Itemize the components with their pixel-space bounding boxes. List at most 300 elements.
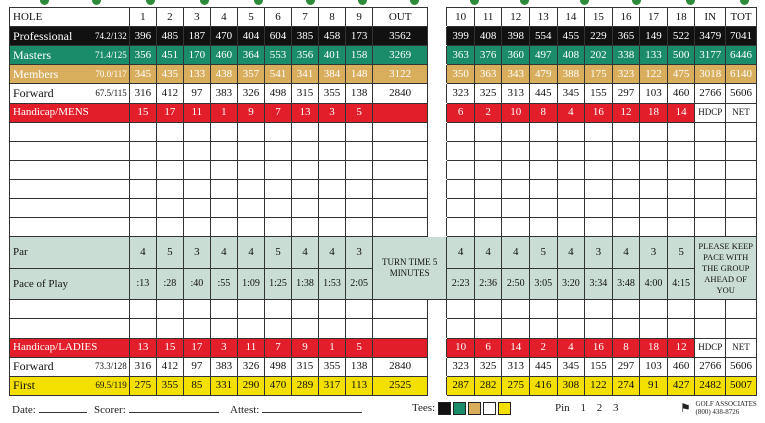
score-cell[interactable]: [264, 141, 291, 160]
score-cell[interactable]: [667, 160, 695, 179]
handicap-value: 18: [640, 103, 668, 122]
score-cell[interactable]: [585, 122, 613, 141]
score-cell[interactable]: [612, 199, 640, 218]
score-cell[interactable]: [585, 179, 613, 198]
player-name-cell[interactable]: [10, 218, 130, 237]
score-cell[interactable]: [183, 319, 210, 338]
score-cell[interactable]: [585, 160, 613, 179]
score-cell[interactable]: [726, 300, 757, 319]
pace-time: 4:15: [667, 268, 695, 299]
score-cell[interactable]: [557, 141, 585, 160]
score-cell[interactable]: [529, 300, 557, 319]
yardage: 408: [557, 46, 585, 65]
pace-time: :13: [129, 268, 156, 299]
score-cell[interactable]: [237, 122, 264, 141]
score-cell[interactable]: [667, 122, 695, 141]
score-cell[interactable]: [447, 300, 475, 319]
score-cell[interactable]: [237, 319, 264, 338]
score-cell[interactable]: [292, 199, 319, 218]
score-cell[interactable]: [183, 199, 210, 218]
score-cell[interactable]: [373, 300, 428, 319]
handicap-value: 12: [667, 338, 695, 357]
score-cell[interactable]: [264, 122, 291, 141]
par-value: 3: [346, 237, 373, 268]
score-cell[interactable]: [474, 160, 502, 179]
score-cell[interactable]: [183, 218, 210, 237]
handicap-value: 8: [612, 338, 640, 357]
score-cell[interactable]: [529, 160, 557, 179]
score-cell[interactable]: [129, 141, 156, 160]
score-cell[interactable]: [447, 141, 475, 160]
yardage: 396: [129, 27, 156, 46]
tree-decoration: [580, 0, 589, 5]
gap: [428, 357, 447, 376]
yardage: 202: [585, 46, 613, 65]
yardage: 399: [447, 27, 475, 46]
handicap-value: 2: [529, 338, 557, 357]
score-cell[interactable]: [237, 300, 264, 319]
score-cell[interactable]: [612, 160, 640, 179]
score-cell[interactable]: [726, 122, 757, 141]
score-cell[interactable]: [292, 141, 319, 160]
score-cell[interactable]: [502, 141, 530, 160]
yardage: 435: [156, 65, 183, 84]
pace-time: 3:48: [612, 268, 640, 299]
score-cell[interactable]: [474, 179, 502, 198]
score-cell[interactable]: [612, 319, 640, 338]
golf-associates-logo: [680, 400, 757, 416]
gap: [428, 376, 447, 395]
score-cell[interactable]: [264, 319, 291, 338]
score-cell[interactable]: [695, 141, 726, 160]
yardage: 85: [183, 376, 210, 395]
tee-pro-name: Professional: [13, 28, 73, 43]
score-cell[interactable]: [237, 141, 264, 160]
score-cell[interactable]: [695, 199, 726, 218]
yardage: 133: [640, 46, 668, 65]
score-cell[interactable]: [557, 218, 585, 237]
pace-time: 3:20: [557, 268, 585, 299]
player-name-cell[interactable]: [10, 179, 130, 198]
hole-number: 2: [156, 8, 183, 27]
yardage: 554: [529, 27, 557, 46]
pace-time: 1:38: [292, 268, 319, 299]
gap: [428, 84, 447, 103]
yardage: 355: [156, 376, 183, 395]
score-cell[interactable]: [292, 160, 319, 179]
player-score-row: [10, 141, 757, 160]
player-score-row: [10, 122, 757, 141]
yardage: 103: [640, 84, 668, 103]
score-cell[interactable]: [373, 179, 428, 198]
yardage: 460: [210, 46, 237, 65]
score-cell[interactable]: [210, 319, 237, 338]
yardage: 282: [474, 376, 502, 395]
hole-number: 3: [183, 8, 210, 27]
net-header: NET: [726, 103, 757, 122]
total: 6140: [726, 65, 757, 84]
score-cell[interactable]: [319, 122, 346, 141]
score-cell[interactable]: [156, 218, 183, 237]
score-cell[interactable]: [474, 319, 502, 338]
handicap-value: 17: [156, 103, 183, 122]
score-cell[interactable]: [726, 141, 757, 160]
handicap-mens-row: [10, 103, 757, 122]
score-cell[interactable]: [319, 199, 346, 218]
score-cell[interactable]: [346, 300, 373, 319]
tee-mem-rating: 70.0/117: [95, 68, 127, 79]
score-cell[interactable]: [292, 122, 319, 141]
score-cell[interactable]: [346, 319, 373, 338]
score-cell[interactable]: [373, 218, 428, 237]
score-cell[interactable]: [667, 218, 695, 237]
player-name-cell[interactable]: [10, 300, 130, 319]
score-cell[interactable]: [292, 319, 319, 338]
score-cell[interactable]: [292, 218, 319, 237]
out-blank: [373, 103, 428, 122]
score-cell[interactable]: [346, 179, 373, 198]
score-cell[interactable]: [695, 122, 726, 141]
score-cell[interactable]: [585, 319, 613, 338]
date-line: [39, 402, 87, 413]
score-cell[interactable]: [667, 179, 695, 198]
score-cell[interactable]: [726, 218, 757, 237]
score-cell[interactable]: [129, 122, 156, 141]
score-cell[interactable]: [612, 141, 640, 160]
gap: [428, 160, 447, 179]
yardage: 173: [346, 27, 373, 46]
score-cell[interactable]: [585, 199, 613, 218]
tee-row-fwd: [10, 357, 757, 376]
yardage: 287: [447, 376, 475, 395]
score-cell[interactable]: [640, 122, 668, 141]
score-cell[interactable]: [585, 300, 613, 319]
score-cell[interactable]: [156, 160, 183, 179]
score-cell[interactable]: [346, 141, 373, 160]
score-cell[interactable]: [612, 179, 640, 198]
score-cell[interactable]: [474, 122, 502, 141]
score-cell[interactable]: [264, 179, 291, 198]
score-cell[interactable]: [346, 160, 373, 179]
score-cell[interactable]: [640, 179, 668, 198]
score-cell[interactable]: [319, 319, 346, 338]
hole-number: 10: [447, 8, 475, 27]
pin-3: 3: [612, 402, 619, 414]
score-cell[interactable]: [447, 218, 475, 237]
handicap-value: 7: [264, 103, 291, 122]
tee-first-rating: 69.5/119: [95, 380, 127, 391]
tree-decoration: [740, 0, 749, 5]
score-cell[interactable]: [726, 319, 757, 338]
yardage: 275: [129, 376, 156, 395]
score-cell[interactable]: [585, 141, 613, 160]
pace-time: :40: [183, 268, 210, 299]
score-cell[interactable]: [667, 300, 695, 319]
score-cell[interactable]: [474, 218, 502, 237]
score-cell[interactable]: [474, 199, 502, 218]
hole-number: 8: [319, 8, 346, 27]
tree-decoration: [632, 0, 641, 5]
score-cell[interactable]: [502, 319, 530, 338]
score-cell[interactable]: [129, 218, 156, 237]
score-cell[interactable]: [264, 160, 291, 179]
tee-mas-rating: 71.4/125: [95, 49, 127, 60]
score-cell[interactable]: [640, 141, 668, 160]
par-value: 5: [264, 237, 291, 268]
golf-flag-icon: ⚑: [680, 400, 691, 415]
score-cell[interactable]: [585, 218, 613, 237]
tree-decoration: [520, 0, 529, 5]
score-cell[interactable]: [557, 122, 585, 141]
score-cell[interactable]: [319, 300, 346, 319]
score-cell[interactable]: [726, 160, 757, 179]
score-cell[interactable]: [695, 218, 726, 237]
yardage: 398: [502, 27, 530, 46]
score-cell[interactable]: [502, 199, 530, 218]
score-cell[interactable]: [319, 218, 346, 237]
out-total: 3122: [373, 65, 428, 84]
score-cell[interactable]: [695, 179, 726, 198]
score-cell[interactable]: [529, 319, 557, 338]
tree-decoration: [306, 0, 315, 5]
yardage: 345: [129, 65, 156, 84]
score-cell[interactable]: [726, 179, 757, 198]
tee-row-mem: [10, 65, 757, 84]
score-cell[interactable]: [373, 160, 428, 179]
score-cell[interactable]: [640, 199, 668, 218]
tee-mas-label: [10, 46, 130, 65]
score-cell[interactable]: [129, 160, 156, 179]
player-score-row: [10, 300, 757, 319]
score-cell[interactable]: [210, 122, 237, 141]
score-cell[interactable]: [156, 199, 183, 218]
score-cell[interactable]: [129, 319, 156, 338]
yardage: 500: [667, 46, 695, 65]
score-cell[interactable]: [156, 319, 183, 338]
score-cell[interactable]: [319, 141, 346, 160]
player-name-cell[interactable]: [10, 319, 130, 338]
yardage: 384: [319, 65, 346, 84]
score-cell[interactable]: [529, 141, 557, 160]
score-cell[interactable]: [264, 199, 291, 218]
score-cell[interactable]: [557, 319, 585, 338]
pace-time: 1:09: [237, 268, 264, 299]
score-cell[interactable]: [210, 300, 237, 319]
yardage: 357: [237, 65, 264, 84]
tee-fwd-label: [10, 84, 130, 103]
score-cell[interactable]: [502, 122, 530, 141]
scorecard-table: [9, 7, 757, 396]
score-cell[interactable]: [237, 179, 264, 198]
score-cell[interactable]: [183, 122, 210, 141]
score-cell[interactable]: [156, 300, 183, 319]
score-cell[interactable]: [237, 218, 264, 237]
score-cell[interactable]: [319, 179, 346, 198]
score-cell[interactable]: [346, 122, 373, 141]
player-name-cell[interactable]: [10, 160, 130, 179]
score-cell[interactable]: [237, 160, 264, 179]
hole-number: 6: [264, 8, 291, 27]
score-cell[interactable]: [346, 218, 373, 237]
pin-1: 1: [580, 402, 586, 414]
score-cell[interactable]: [129, 300, 156, 319]
out-header: OUT: [373, 8, 428, 27]
score-cell[interactable]: [667, 319, 695, 338]
handicap-value: 16: [585, 338, 613, 357]
score-cell[interactable]: [557, 160, 585, 179]
score-cell[interactable]: [557, 199, 585, 218]
hole-number: 16: [612, 8, 640, 27]
attest-field[interactable]: [230, 402, 362, 416]
score-cell[interactable]: [640, 218, 668, 237]
score-cell[interactable]: [373, 122, 428, 141]
score-cell[interactable]: [447, 122, 475, 141]
yardage: 498: [264, 84, 291, 103]
score-cell[interactable]: [557, 300, 585, 319]
pace-time: 3:34: [585, 268, 613, 299]
score-cell[interactable]: [210, 141, 237, 160]
score-cell[interactable]: [667, 199, 695, 218]
player-name-cell[interactable]: [10, 141, 130, 160]
handicap-mens-row-label: Handicap/MENS: [10, 103, 130, 122]
score-cell[interactable]: [156, 122, 183, 141]
yardage: 485: [156, 27, 183, 46]
score-cell[interactable]: [156, 179, 183, 198]
yardage: 290: [237, 376, 264, 395]
score-cell[interactable]: [210, 218, 237, 237]
yardage: 274: [612, 376, 640, 395]
tee-row-mas: [10, 46, 757, 65]
pace-time: 2:36: [474, 268, 502, 299]
score-cell[interactable]: [502, 179, 530, 198]
score-cell[interactable]: [502, 218, 530, 237]
score-cell[interactable]: [129, 179, 156, 198]
out-total: 2840: [373, 357, 428, 376]
pin-legend: [555, 402, 618, 414]
date-field[interactable]: [12, 402, 87, 416]
score-cell[interactable]: [373, 319, 428, 338]
score-cell[interactable]: [237, 199, 264, 218]
scorer-field[interactable]: [94, 402, 219, 416]
score-cell[interactable]: [210, 160, 237, 179]
tree-decoration: [686, 0, 695, 5]
yardage: 148: [346, 65, 373, 84]
score-cell[interactable]: [726, 199, 757, 218]
score-cell[interactable]: [292, 179, 319, 198]
gap: [428, 300, 447, 319]
yardage: 388: [557, 65, 585, 84]
player-score-row: [10, 160, 757, 179]
score-cell[interactable]: [474, 141, 502, 160]
score-cell[interactable]: [695, 319, 726, 338]
player-name-cell[interactable]: [10, 199, 130, 218]
tee-fwd-label: [10, 357, 130, 376]
score-cell[interactable]: [373, 141, 428, 160]
par-value: 4: [447, 237, 475, 268]
yardage: 360: [502, 46, 530, 65]
score-cell[interactable]: [529, 218, 557, 237]
logo-line2: (800) 438-8726: [695, 408, 740, 416]
score-cell[interactable]: [210, 199, 237, 218]
score-cell[interactable]: [373, 199, 428, 218]
score-cell[interactable]: [667, 141, 695, 160]
score-cell[interactable]: [183, 179, 210, 198]
score-cell[interactable]: [529, 179, 557, 198]
score-cell[interactable]: [447, 199, 475, 218]
score-cell[interactable]: [502, 160, 530, 179]
score-cell[interactable]: [183, 300, 210, 319]
score-cell[interactable]: [264, 300, 291, 319]
score-cell[interactable]: [183, 160, 210, 179]
score-cell[interactable]: [319, 160, 346, 179]
score-cell[interactable]: [529, 122, 557, 141]
total: 6446: [726, 46, 757, 65]
out-total: 3562: [373, 27, 428, 46]
handicap-ladies-row: [10, 338, 757, 357]
total: 5007: [726, 376, 757, 395]
yardage: 158: [346, 46, 373, 65]
score-cell[interactable]: [264, 218, 291, 237]
yardage: 325: [474, 357, 502, 376]
tee-row-fwd: [10, 84, 757, 103]
score-cell[interactable]: [292, 300, 319, 319]
score-cell[interactable]: [695, 300, 726, 319]
score-cell[interactable]: [612, 300, 640, 319]
player-score-row: [10, 199, 757, 218]
score-cell[interactable]: [695, 160, 726, 179]
score-cell[interactable]: [502, 300, 530, 319]
score-cell[interactable]: [129, 199, 156, 218]
out-total: 2840: [373, 84, 428, 103]
par-label: Par: [10, 237, 130, 268]
player-name-cell[interactable]: [10, 122, 130, 141]
yardage: 363: [474, 65, 502, 84]
score-cell[interactable]: [156, 141, 183, 160]
score-cell[interactable]: [640, 319, 668, 338]
hole-number: 9: [346, 8, 373, 27]
score-cell[interactable]: [529, 199, 557, 218]
yardage: 365: [612, 27, 640, 46]
yardage: 323: [447, 357, 475, 376]
score-cell[interactable]: [640, 160, 668, 179]
score-cell[interactable]: [612, 122, 640, 141]
handicap-value: 5: [346, 338, 373, 357]
yardage: 497: [529, 46, 557, 65]
score-cell[interactable]: [447, 179, 475, 198]
score-cell[interactable]: [346, 199, 373, 218]
tee-color-swatch: [468, 402, 481, 415]
score-cell[interactable]: [640, 300, 668, 319]
yardage: 338: [612, 46, 640, 65]
handicap-value: 17: [183, 338, 210, 357]
yardage: 155: [585, 84, 613, 103]
score-cell[interactable]: [557, 179, 585, 198]
in-total: 3479: [695, 27, 726, 46]
handicap-value: 9: [237, 103, 264, 122]
player-score-row: [10, 218, 757, 237]
score-cell[interactable]: [210, 179, 237, 198]
score-cell[interactable]: [474, 300, 502, 319]
score-cell[interactable]: [447, 319, 475, 338]
score-cell[interactable]: [447, 160, 475, 179]
yardage: 345: [557, 357, 585, 376]
handicap-value: 16: [585, 103, 613, 122]
score-cell[interactable]: [183, 141, 210, 160]
handicap-value: 15: [129, 103, 156, 122]
score-cell[interactable]: [612, 218, 640, 237]
yardage: 275: [502, 376, 530, 395]
hole-header-row: [10, 8, 757, 27]
